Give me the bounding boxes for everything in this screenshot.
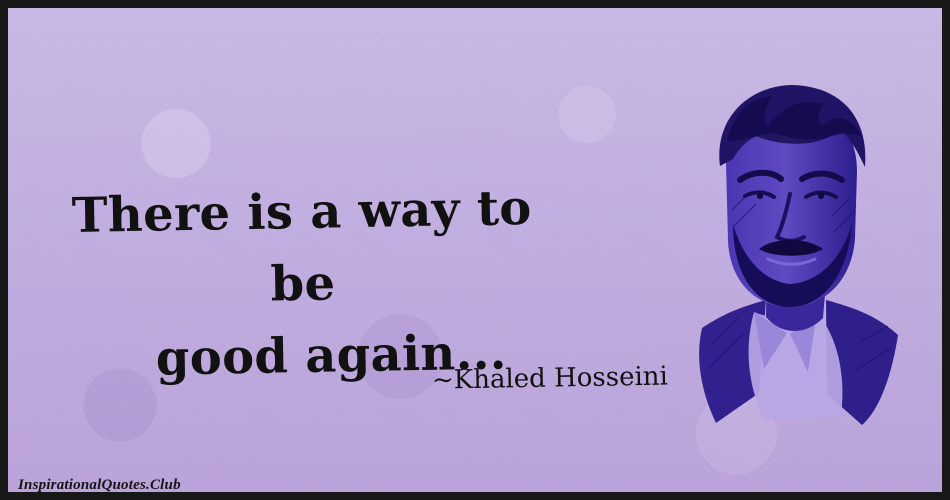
quote-author: ~Khaled Hosseini	[431, 361, 669, 396]
quote-text	[56, 172, 550, 397]
quote-line-1: There is a way to be	[71, 180, 533, 313]
site-watermark: InspirationalQuotes.Club	[18, 477, 181, 493]
author-portrait	[672, 68, 912, 440]
quote-line-2: good again...	[155, 324, 508, 387]
quote-card	[8, 8, 942, 492]
